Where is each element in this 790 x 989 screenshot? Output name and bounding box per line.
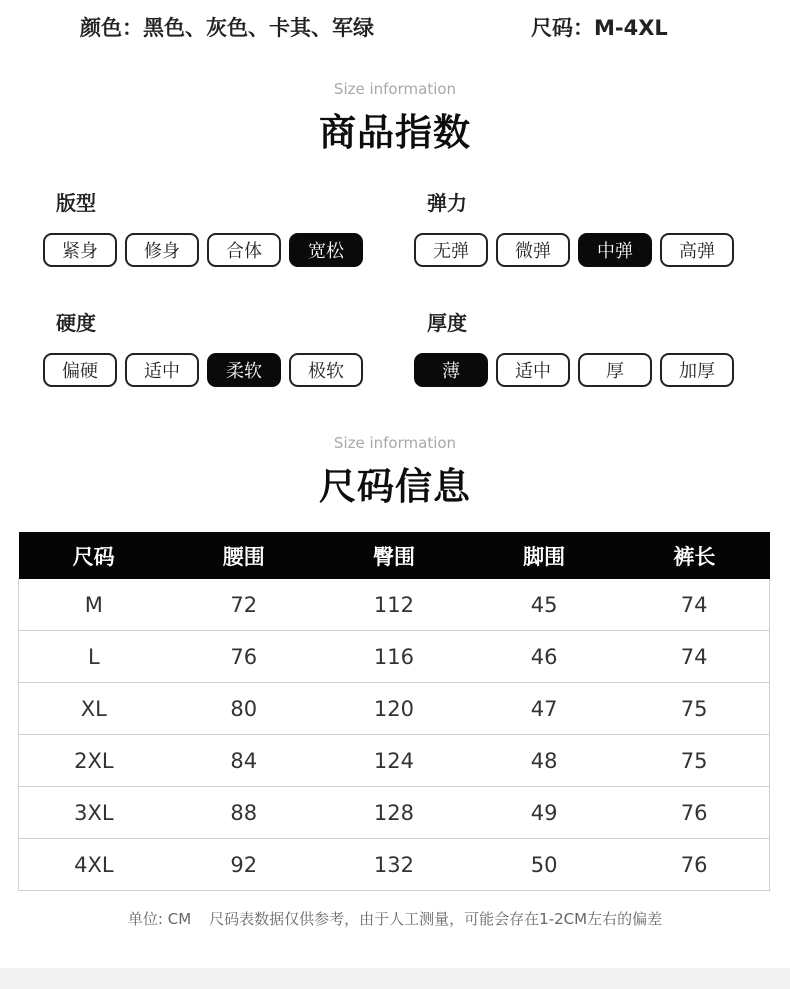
attribute-group-fit [56,187,96,216]
attribute-label: 厚度 [427,311,467,335]
table-cell: M [19,579,169,631]
table-cell: 76 [619,839,769,891]
column-header: 腰围 [169,532,319,579]
attribute-label: 版型 [56,191,96,215]
table-cell: 92 [169,839,319,891]
table-cell: 75 [619,735,769,787]
attribute-options-thickness [414,353,734,387]
disclaimer-note: 尺码表数据仅供参考，由于人工测量，可能会存在1-2CM左右的偏差 [209,910,663,928]
table-cell: 74 [619,579,769,631]
colors-line: 颜色：黑色、灰色、卡其、军绿 [80,16,374,40]
attribute-options-hardness [43,353,363,387]
option-chip: 适中 [496,353,570,387]
option-chip: 厚 [578,353,652,387]
index-section-title: 商品指数 [319,111,471,154]
table-cell: 112 [319,579,469,631]
attribute-options-elasticity [414,233,734,267]
table-cell: 88 [169,787,319,839]
table-cell: 50 [469,839,619,891]
column-header: 尺码 [19,532,169,579]
table-row [19,839,770,891]
option-chip: 加厚 [660,353,734,387]
size-table [18,532,770,891]
option-chip: 高弹 [660,233,734,267]
bottom-band [0,968,790,989]
table-cell: 72 [169,579,319,631]
table-cell: 80 [169,683,319,735]
table-cell: 2XL [19,735,169,787]
table-header-row [19,532,770,579]
size-section-title: 尺码信息 [319,465,471,508]
table-cell: 4XL [19,839,169,891]
table-cell: 84 [169,735,319,787]
option-chip: 偏硬 [43,353,117,387]
table-cell: 76 [619,787,769,839]
size-footnote [0,908,790,929]
option-chip: 适中 [125,353,199,387]
table-row [19,579,770,631]
table-cell: 76 [169,631,319,683]
table-cell: 48 [469,735,619,787]
column-header: 裤长 [619,532,769,579]
table-cell: 75 [619,683,769,735]
attribute-group-hardness [56,307,96,336]
table-row [19,787,770,839]
attribute-group-thickness [427,307,467,336]
table-cell: 116 [319,631,469,683]
size-section-subtitle: Size information [333,434,457,452]
table-cell: 120 [319,683,469,735]
option-chip: 柔软 [207,353,281,387]
option-chip: 宽松 [289,233,363,267]
table-cell: L [19,631,169,683]
table-cell: 45 [469,579,619,631]
option-chip: 合体 [207,233,281,267]
option-chip: 修身 [125,233,199,267]
option-chip: 紧身 [43,233,117,267]
table-cell: XL [19,683,169,735]
column-header: 脚围 [469,532,619,579]
option-chip: 极软 [289,353,363,387]
attribute-label: 硬度 [56,311,96,335]
table-cell: 74 [619,631,769,683]
index-section-subtitle: Size information [333,80,457,98]
table-cell: 124 [319,735,469,787]
table-row [19,631,770,683]
table-cell: 46 [469,631,619,683]
unit-note: 单位: CM [127,910,192,928]
table-cell: 128 [319,787,469,839]
attribute-group-elasticity [427,187,467,216]
column-header: 臀围 [319,532,469,579]
option-chip: 无弹 [414,233,488,267]
attribute-label: 弹力 [427,191,467,215]
table-row [19,683,770,735]
table-cell: 49 [469,787,619,839]
option-chip: 微弹 [496,233,570,267]
option-chip: 薄 [414,353,488,387]
sizes-line: 尺码：M-4XL [531,16,668,40]
attribute-options-fit [43,233,363,267]
table-cell: 47 [469,683,619,735]
option-chip: 中弹 [578,233,652,267]
table-row [19,735,770,787]
table-cell: 132 [319,839,469,891]
table-cell: 3XL [19,787,169,839]
